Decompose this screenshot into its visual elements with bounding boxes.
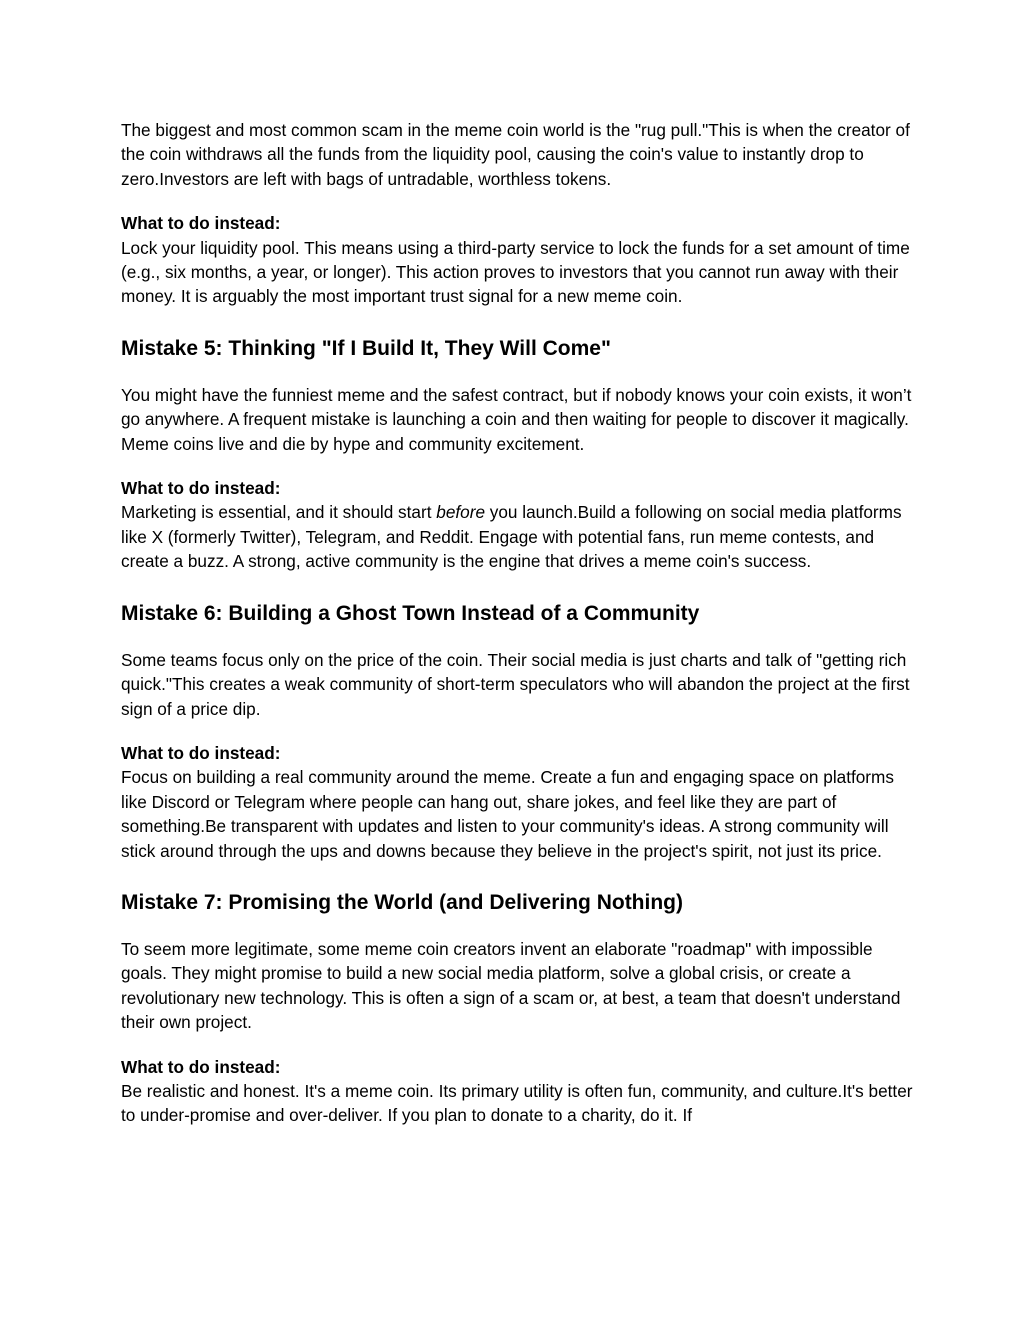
mistake-5-advice-text-after: you launch.Build a following on social media platforms like X (formerly Twitter), Telegram, and Reddit. Engage with potential fans, run meme contests, and create a buzz. A strong, active community is the engine that drives a meme coin's success. [121, 502, 902, 572]
mistake-5-advice [121, 476, 914, 574]
mistake-5-paragraph: You might have the funniest meme and the safest contract, but if nobody knows your coin exists, it won’t go anywhere. A frequent mistake is launching a coin and then waiting for people to discover it magically. Meme coins live and die by hype and community excitement. [121, 384, 912, 454]
mistake-5-section [121, 335, 914, 574]
mistake-7-advice [121, 1055, 914, 1128]
mistake-7-heading: Mistake 7: Promising the World (and Delivering Nothing) [121, 890, 683, 914]
mistake-6-heading: Mistake 6: Building a Ghost Town Instead of a Community [121, 601, 700, 625]
mistake-6-advice [121, 741, 914, 863]
mistake-7-advice-label: What to do instead: [121, 1056, 281, 1077]
mistake-6-advice-text: Focus on building a real community around the meme. Create a fun and engaging space on platforms like Discord or Telegram where people can hang out, share jokes, and feel like they are part of something.Be transparent with updates and listen to your community's ideas. A strong community will stick around through the ups and downs because they believe in the project's spirit, not just its price. [121, 767, 894, 861]
intro-advice-label: What to do instead: [121, 213, 281, 234]
mistake-7-advice-text: Be realistic and honest. It's a meme coin. Its primary utility is often fun, community, and culture.It's better to under-promise and over-deliver. If you plan to donate to a charity, do it. If [121, 1080, 913, 1126]
mistake-5-advice-text-before: Marketing is essential, and it should start [121, 502, 437, 523]
mistake-5-heading: Mistake 5: Thinking "If I Build It, They Will Come" [121, 336, 611, 360]
intro-advice-text: Lock your liquidity pool. This means using a third-party service to lock the funds for a set amount of time (e.g., six months, a year, or longer). This action proves to investors that you cannot run away with their money. It is arguably the most important trust signal for a new meme coin. [121, 237, 910, 307]
mistake-7-paragraph: To seem more legitimate, some meme coin creators invent an elaborate "roadmap" with impossible goals. They might promise to build a new social media platform, solve a global crisis, or create a revolutionary new technology. This is often a sign of a scam or, at best, a team that doesn't understand their own project. [121, 938, 901, 1033]
mistake-5-advice-label: What to do instead: [121, 478, 281, 499]
mistake-6-paragraph: Some teams focus only on the price of the coin. Their social media is just charts and talk of "getting rich quick."This creates a weak community of short-term speculators who will abandon the project at the first sign of a price dip. [121, 649, 910, 719]
intro-paragraph: The biggest and most common scam in the meme coin world is the "rug pull."This is when the creator of the coin withdraws all the funds from the liquidity pool, causing the coin's value to instantly drop to zero.Investors are left with bags of untradable, worthless tokens. [121, 120, 910, 189]
mistake-6-advice-label: What to do instead: [121, 742, 281, 763]
mistake-6-section [121, 600, 914, 863]
intro-advice [121, 211, 914, 309]
mistake-5-advice-text-italic: before [436, 502, 485, 523]
mistake-7-section [121, 889, 914, 1128]
intro-section [121, 118, 914, 309]
